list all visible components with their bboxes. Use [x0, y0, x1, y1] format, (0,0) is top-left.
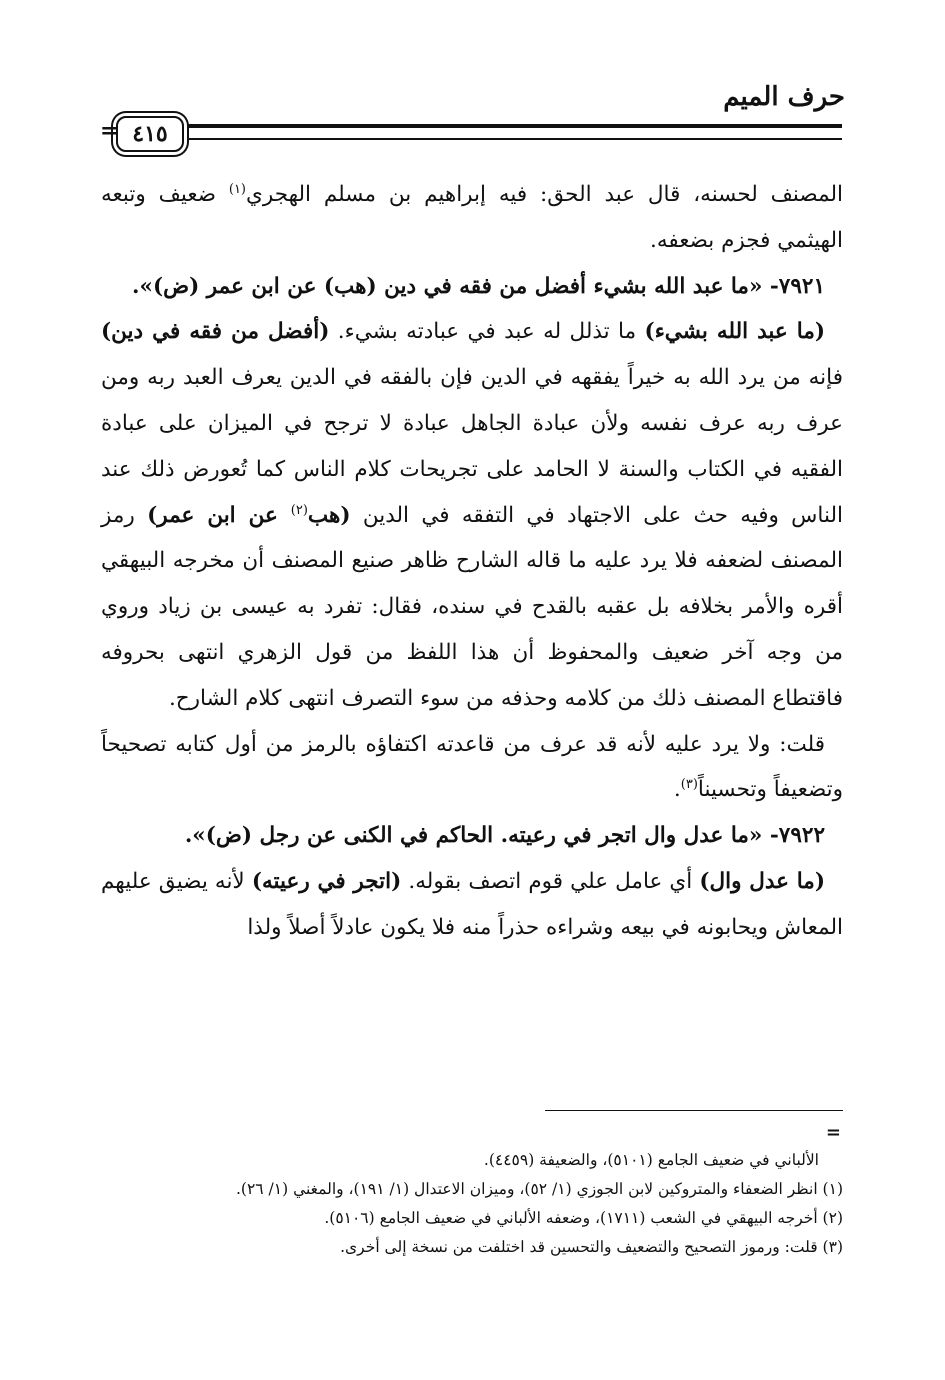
- footnote-1: (١) انظر الضعفاء والمتروكين لابن الجوزي (١/ ٥٢)، وميزان الاعتدال (١/ ١٩١)، والمغني (١/ ٢٦).: [235, 1180, 843, 1198]
- footnote-ref-2: (٢): [290, 502, 308, 518]
- paragraph-4: [101, 859, 843, 951]
- main-text: [101, 172, 843, 951]
- text-run: فإنه من يرد الله به خيراً يفقهه في الدين فإن بالفقه في الدين يعرف العبد ربه ومن عرف ربه عرف نفسه ولأن عبادة الجاهل عبادة لا ترجح في الميزان على عبادة الفقيه في الكتاب والسنة لا الحامد على تجريحات كلام الناس كما تُعورض ذلك عند الناس وفيه حث على الاجتهاد في التفقه في الدين: [101, 365, 843, 528]
- hadith-heading-7921: ٧٩٢١- «ما عبد الله بشيء أفضل من فقه في دين (هب) عن ابن عمر (ض)».: [132, 273, 825, 299]
- text-run: أي عامل علي قوم اتصف بقوله.: [401, 868, 700, 894]
- text-run: ما تذلل له عبد في عبادته بشيء.: [329, 319, 645, 345]
- bold-phrase: (اتجر في رعيته): [251, 868, 402, 894]
- header-rule: [100, 116, 842, 146]
- header-continuation-mark: =: [100, 118, 119, 144]
- page-number-text: ٤١٥: [132, 121, 168, 147]
- running-head: حرف الميم: [723, 82, 845, 112]
- text-run: لأنه يضيق عليهم المعاش ويحابونه في بيعه وشراءه حذراً منه فلا يكون عادلاً أصلاً ولذا: [101, 868, 843, 940]
- text-run: ضعيف وتبعه الهيثمي فجزم بضعفه.: [101, 182, 843, 253]
- footnote-2: (٢) أخرجه البيهقي في الشعب (١٧١١)، وضعفه الألباني في ضعيف الجامع (٥١٠٦).: [324, 1209, 843, 1227]
- footnote-ref-3: (٣): [680, 777, 698, 793]
- page-number: [116, 116, 184, 152]
- footnote-3: (٣) قلت: ورموز التصحيح والتضعيف والتحسين قد اختلفت من نسخة إلى أخرى.: [340, 1238, 843, 1256]
- bold-phrase: (ما عدل وال): [699, 868, 825, 894]
- footnotes: [101, 1146, 843, 1262]
- text-run: .: [673, 777, 681, 803]
- paragraph-3: [101, 722, 843, 814]
- footnote-separator: [545, 1110, 843, 1111]
- text-run: قلت: ولا يرد عليه لأنه قد عرف من قاعدته اكتفاؤه بالرمز من أول كتابه تصحيحاً وتضعيفاً وتحسيناً: [101, 731, 843, 803]
- hadith-heading-7922: ٧٩٢٢- «ما عدل وال اتجر في رعيته. الحاكم في الكنى عن رجل (ض)».: [184, 823, 825, 849]
- bold-phrase: (هب: [307, 502, 351, 528]
- bold-phrase: عن ابن عمر): [147, 502, 291, 528]
- text-run: رمز المصنف لضعفه فلا يرد عليه ما قاله الشارح ظاهر صنيع المصنف أن مخرجه البيهقي أقره والأمر بخلافه بل عقبه بالقدح في سنده، فقال: تفرد به عيسى بن زياد وروي من وجه آخر ضعيف والمحفوظ أن هذا اللفظ من قول الزهري انتهى بحروفه فاقتطاع المصنف ذلك من كلامه وحذفه من سوء التصرف انتهى كلام الشارح.: [101, 502, 843, 711]
- footnote-continuation-mark: =: [825, 1122, 841, 1143]
- footnote-ref-1: (١): [228, 181, 246, 197]
- bold-phrase: (أفضل من فقه في دين): [101, 319, 330, 345]
- paragraph-2: [101, 309, 843, 721]
- text-run: المصنف لحسنه، قال عبد الحق: فيه إبراهيم بن مسلم الهجري: [246, 182, 843, 207]
- header-double-rule: [186, 124, 842, 140]
- bold-phrase: (ما عبد الله بشيء): [644, 319, 826, 345]
- footnote-continued: الألباني في ضعيف الجامع (٥١٠١)، والضعيفة (٤٤٥٩).: [483, 1151, 819, 1169]
- paragraph-1: [101, 172, 843, 264]
